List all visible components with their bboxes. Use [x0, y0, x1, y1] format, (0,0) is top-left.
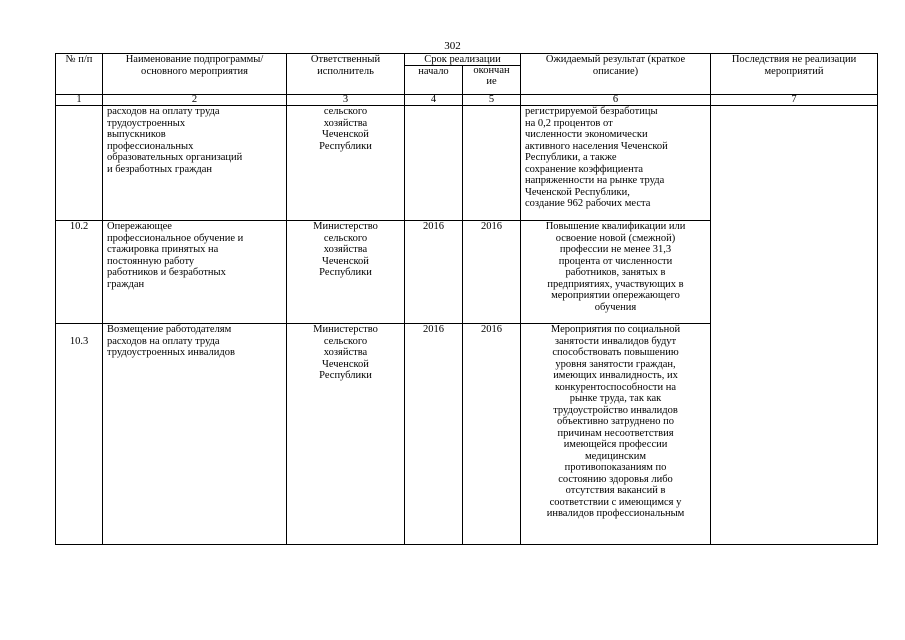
row-consequences [711, 106, 878, 545]
header-start: начало [405, 66, 463, 95]
table-row [56, 106, 878, 221]
row-result: Мероприятия по социальной занятости инвалидов будут способствовать повышению уровня занятости граждан, имеющих инвалидность, их конкурентоспособности на рынке труда, так как трудоустройство инвалидов объективно затруднено по причинам несоответствия имеющейся профессии медицинским противопоказаниям по состоянию здоровья либо отсутствия вакансий в соответствии с имеющимся у инвалидов профессиональным [521, 324, 711, 545]
column-number: 4 [405, 95, 463, 106]
column-number: 5 [463, 95, 521, 106]
column-number: 2 [103, 95, 287, 106]
header-result: Ожидаемый результат (краткое описание) [521, 54, 711, 95]
header-responsible: Ответственный исполнитель [287, 54, 405, 95]
row-num: 10.2 [56, 221, 103, 324]
row-responsible: Министерство сельского хозяйства Чеченской Республики [287, 221, 405, 324]
column-number: 7 [711, 95, 878, 106]
row-end: 2016 [463, 324, 521, 545]
row-start: 2016 [405, 324, 463, 545]
column-number: 3 [287, 95, 405, 106]
row-responsible: сельского хозяйства Чеченской Республики [287, 106, 405, 221]
row-name: Возмещение работодателям расходов на оплату труда трудоустроенных инвалидов [103, 324, 287, 545]
header-consequences: Последствия не реализации мероприятий [711, 54, 878, 95]
row-result: Повышение квалификации или освоение новой (смежной) профессии не менее 31,3 процента от численности работников, занятых в предприятиях, участвующих в мероприятии опережающего обучения [521, 221, 711, 324]
header-row [56, 54, 878, 66]
program-table [55, 53, 878, 545]
row-result: регистрируемой безработицы на 0,2 процентов от численности экономически активного населения Чеченской Республики, а также сохранение коэффициента напряженности на рынке труда Чеченской Республики, создание 962 рабочих места [521, 106, 711, 221]
header-num: № п/п [56, 54, 103, 95]
row-start [405, 106, 463, 221]
row-name: Опережающее профессиональное обучение и стажировка принятых на постоянную работу работников и безработных граждан [103, 221, 287, 324]
row-num [56, 106, 103, 221]
header-period: Срок реализации [405, 54, 521, 66]
row-responsible: Министерство сельского хозяйства Чеченской Республики [287, 324, 405, 545]
row-end [463, 106, 521, 221]
row-num: 10.3 [56, 324, 103, 545]
row-name: расходов на оплату труда трудоустроенных выпускников профессиональных образовательных организаций и безработных граждан [103, 106, 287, 221]
column-number: 6 [521, 95, 711, 106]
column-number-row [56, 95, 878, 106]
column-number: 1 [56, 95, 103, 106]
header-name: Наименование подпрограммы/ основного мероприятия [103, 54, 287, 95]
row-end: 2016 [463, 221, 521, 324]
row-start: 2016 [405, 221, 463, 324]
header-end: окончан ие [463, 66, 521, 95]
page-number: 302 [444, 40, 461, 52]
